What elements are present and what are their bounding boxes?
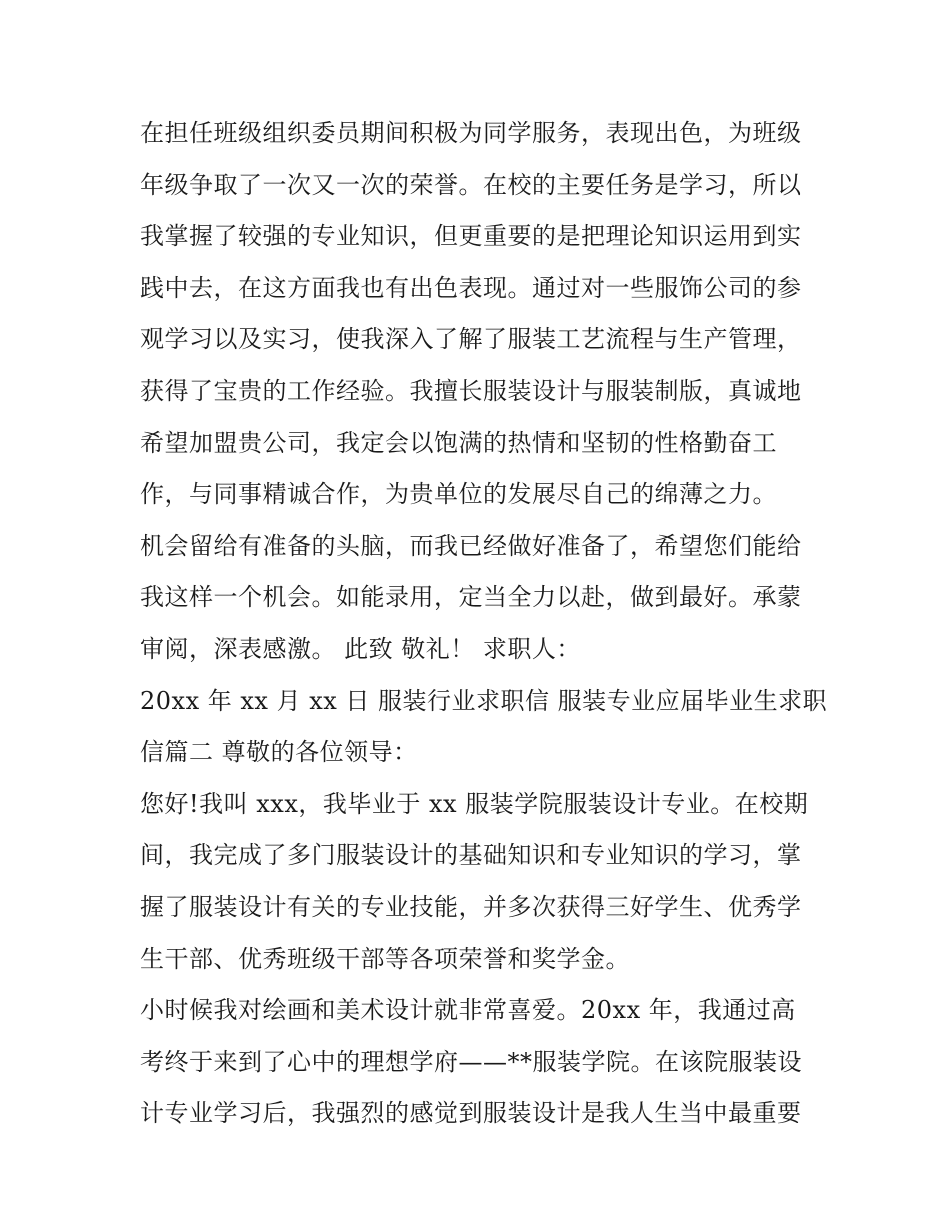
text-line: 20xx 年 xx 月 xx 日 服装行业求职信 服装专业应届毕业生求职 — [140, 686, 828, 715]
text-line: 我这样一个机会。如能录用，定当全力以赴，做到最好。承蒙 — [140, 583, 802, 612]
text-line: 作，与同事精诚合作，为贵单位的发展尽自己的绵薄之力。 — [140, 480, 777, 509]
text-line: 我掌握了较强的专业知识，但更重要的是把理论知识运用到实 — [140, 222, 802, 251]
text-line: 在担任班级组织委员期间积极为同学服务，表现出色，为班级 — [140, 119, 802, 147]
text-line: 计专业学习后，我强烈的感觉到服装设计是我人生当中最重要 — [140, 1099, 802, 1128]
text-line: 间，我完成了多门服装设计的基础知识和专业知识的学习，掌 — [140, 841, 802, 870]
text-line: 信篇二 尊敬的各位领导： — [140, 738, 418, 767]
text-line: 践中去，在这方面我也有出色表现。通过对一些服饰公司的参 — [140, 273, 802, 302]
text-line: 生干部、优秀班级干部等各项荣誉和奖学金。 — [140, 944, 630, 973]
text-line: 希望加盟贵公司，我定会以饱满的热情和坚韧的性格勤奋工 — [140, 428, 777, 457]
text-line: 握了服装设计有关的专业技能，并多次获得三好学生、优秀学 — [140, 892, 802, 921]
text-line: 您好!我叫 xxx，我毕业于 xx 服装学院服装设计专业。在校期 — [140, 789, 809, 818]
text-line: 年级争取了一次又一次的荣誉。在校的主要任务是学习，所以 — [140, 170, 802, 199]
text-line: 审阅，深表感激。 此致 敬礼！ 求职人： — [140, 634, 581, 663]
text-line: 机会留给有准备的头脑，而我已经做好准备了，希望您们能给 — [140, 531, 802, 560]
text-line: 获得了宝贵的工作经验。我擅长服装设计与服装制版，真诚地 — [140, 376, 802, 405]
document-body-text — [140, 108, 828, 1140]
text-line: 观学习以及实习，使我深入了解了服装工艺流程与生产管理， — [140, 325, 802, 354]
text-line: 考终于来到了心中的理想学府——**服装学院。在该院服装设 — [140, 1047, 802, 1076]
text-line: 小时候我对绘画和美术设计就非常喜爱。20xx 年，我通过高 — [140, 996, 796, 1025]
